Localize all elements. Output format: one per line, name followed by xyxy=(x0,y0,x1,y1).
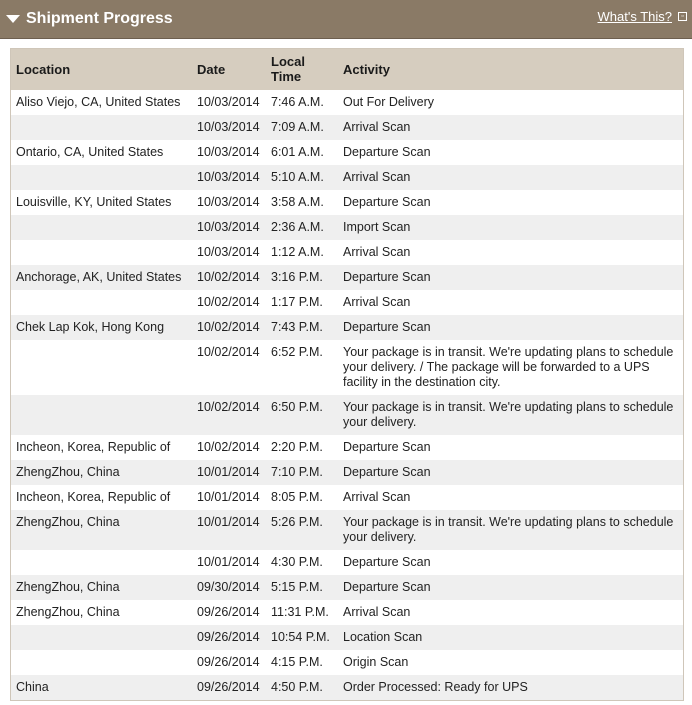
table-row xyxy=(11,395,683,435)
local-time-cell: 3:16 P.M. xyxy=(271,270,323,284)
popup-window-icon[interactable]: ▫ xyxy=(678,12,687,21)
local-time-cell: 7:09 A.M. xyxy=(271,120,324,134)
location-cell: Anchorage, AK, United States xyxy=(16,270,182,284)
local-time-cell: 1:12 A.M. xyxy=(271,245,324,259)
table-row xyxy=(11,265,683,290)
local-time-cell: 7:46 A.M. xyxy=(271,95,324,109)
local-time-cell: 1:17 P.M. xyxy=(271,295,323,309)
table-row xyxy=(11,315,683,340)
location-cell: Chek Lap Kok, Hong Kong xyxy=(16,320,165,334)
date-cell: 10/01/2014 xyxy=(197,465,260,479)
date-cell: 10/02/2014 xyxy=(197,440,260,454)
table-row xyxy=(11,600,683,625)
date-cell: 10/03/2014 xyxy=(197,220,260,234)
local-time-cell: 5:10 A.M. xyxy=(271,170,324,184)
local-time-cell: 2:36 A.M. xyxy=(271,220,324,234)
table-row xyxy=(11,650,683,675)
location-cell: Ontario, CA, United States xyxy=(16,145,164,159)
table-row xyxy=(11,190,683,215)
activity-cell: Departure Scan xyxy=(343,145,431,159)
local-time-cell: 7:43 P.M. xyxy=(271,320,323,334)
date-cell: 10/03/2014 xyxy=(197,195,260,209)
shipment-progress-table xyxy=(10,48,684,701)
activity-cell: Your package is in transit. We're updating plans to schedule your delivery. xyxy=(343,400,674,429)
date-cell: 10/02/2014 xyxy=(197,345,260,359)
activity-cell: Your package is in transit. We're updating plans to schedule your delivery. / The package will be forwarded to a UPS facility in the destination city. xyxy=(343,345,674,389)
activity-cell: Your package is in transit. We're updating plans to schedule your delivery. xyxy=(343,515,674,544)
local-time-cell: 5:15 P.M. xyxy=(271,580,323,594)
activity-cell: Order Processed: Ready for UPS xyxy=(343,680,528,694)
local-time-cell: 4:50 P.M. xyxy=(271,680,323,694)
activity-cell: Departure Scan xyxy=(343,270,431,284)
table-row xyxy=(11,675,683,700)
date-cell: 10/03/2014 xyxy=(197,145,260,159)
date-cell: 10/02/2014 xyxy=(197,400,260,414)
date-cell: 09/26/2014 xyxy=(197,630,260,644)
date-cell: 10/03/2014 xyxy=(197,120,260,134)
date-cell: 10/03/2014 xyxy=(197,170,260,184)
table-row xyxy=(11,460,683,485)
activity-cell: Location Scan xyxy=(343,630,423,644)
local-time-cell: 10:54 P.M. xyxy=(271,630,330,644)
column-header-location: Location xyxy=(16,62,71,77)
table-body xyxy=(11,90,683,700)
date-cell: 09/26/2014 xyxy=(197,680,260,694)
table-row xyxy=(11,215,683,240)
activity-cell: Departure Scan xyxy=(343,440,431,454)
date-cell: 09/26/2014 xyxy=(197,605,260,619)
date-cell: 10/02/2014 xyxy=(197,270,260,284)
local-time-cell: 5:26 P.M. xyxy=(271,515,323,529)
table-row xyxy=(11,485,683,510)
panel-header[interactable] xyxy=(0,0,692,39)
date-cell: 10/02/2014 xyxy=(197,295,260,309)
activity-cell: Arrival Scan xyxy=(343,490,411,504)
local-time-cell: 6:50 P.M. xyxy=(271,400,323,414)
table-row xyxy=(11,510,683,550)
activity-cell: Arrival Scan xyxy=(343,605,411,619)
date-cell: 09/26/2014 xyxy=(197,655,260,669)
local-time-cell: 11:31 P.M. xyxy=(271,605,329,619)
activity-cell: Arrival Scan xyxy=(343,245,411,259)
location-cell: China xyxy=(16,680,49,694)
location-cell: ZhengZhou, China xyxy=(16,515,120,529)
activity-cell: Departure Scan xyxy=(343,195,431,209)
local-time-cell: 8:05 P.M. xyxy=(271,490,323,504)
date-cell: 09/30/2014 xyxy=(197,580,260,594)
table-row xyxy=(11,240,683,265)
location-cell: ZhengZhou, China xyxy=(16,605,120,619)
local-time-cell: 7:10 P.M. xyxy=(271,465,323,479)
whats-this-link[interactable]: What's This? xyxy=(597,9,672,24)
table-row xyxy=(11,340,683,395)
column-header-local-time: Local Time xyxy=(271,54,305,84)
table-row xyxy=(11,115,683,140)
date-cell: 10/03/2014 xyxy=(197,95,260,109)
activity-cell: Out For Delivery xyxy=(343,95,434,109)
activity-cell: Arrival Scan xyxy=(343,120,411,134)
table-row xyxy=(11,290,683,315)
table-row xyxy=(11,165,683,190)
date-cell: 10/01/2014 xyxy=(197,555,260,569)
activity-cell: Departure Scan xyxy=(343,580,431,594)
location-cell: Incheon, Korea, Republic of xyxy=(16,490,171,504)
date-cell: 10/01/2014 xyxy=(197,490,260,504)
table-row xyxy=(11,575,683,600)
activity-cell: Origin Scan xyxy=(343,655,409,669)
table-row xyxy=(11,435,683,460)
location-cell: ZhengZhou, China xyxy=(16,580,120,594)
location-cell: Louisville, KY, United States xyxy=(16,195,172,209)
location-cell: Incheon, Korea, Republic of xyxy=(16,440,171,454)
date-cell: 10/02/2014 xyxy=(197,320,260,334)
table-row xyxy=(11,625,683,650)
local-time-cell: 3:58 A.M. xyxy=(271,195,324,209)
date-cell: 10/01/2014 xyxy=(197,515,260,529)
activity-cell: Departure Scan xyxy=(343,320,431,334)
activity-cell: Arrival Scan xyxy=(343,295,411,309)
panel-title: Shipment Progress xyxy=(26,10,173,27)
local-time-cell: 6:01 A.M. xyxy=(271,145,324,159)
table-header-row xyxy=(11,49,683,90)
column-header-date: Date xyxy=(197,62,226,77)
local-time-cell: 4:15 P.M. xyxy=(271,655,323,669)
activity-cell: Departure Scan xyxy=(343,465,431,479)
table-row xyxy=(11,140,683,165)
location-cell: Aliso Viejo, CA, United States xyxy=(16,95,181,109)
activity-cell: Departure Scan xyxy=(343,555,431,569)
local-time-cell: 6:52 P.M. xyxy=(271,345,323,359)
column-header-activity: Activity xyxy=(343,62,390,77)
table-row xyxy=(11,550,683,575)
table-row xyxy=(11,90,683,115)
local-time-cell: 2:20 P.M. xyxy=(271,440,323,454)
activity-cell: Import Scan xyxy=(343,220,411,234)
activity-cell: Arrival Scan xyxy=(343,170,411,184)
local-time-cell: 4:30 P.M. xyxy=(271,555,323,569)
location-cell: ZhengZhou, China xyxy=(16,465,120,479)
date-cell: 10/03/2014 xyxy=(197,245,260,259)
collapse-triangle-icon[interactable] xyxy=(6,15,20,23)
